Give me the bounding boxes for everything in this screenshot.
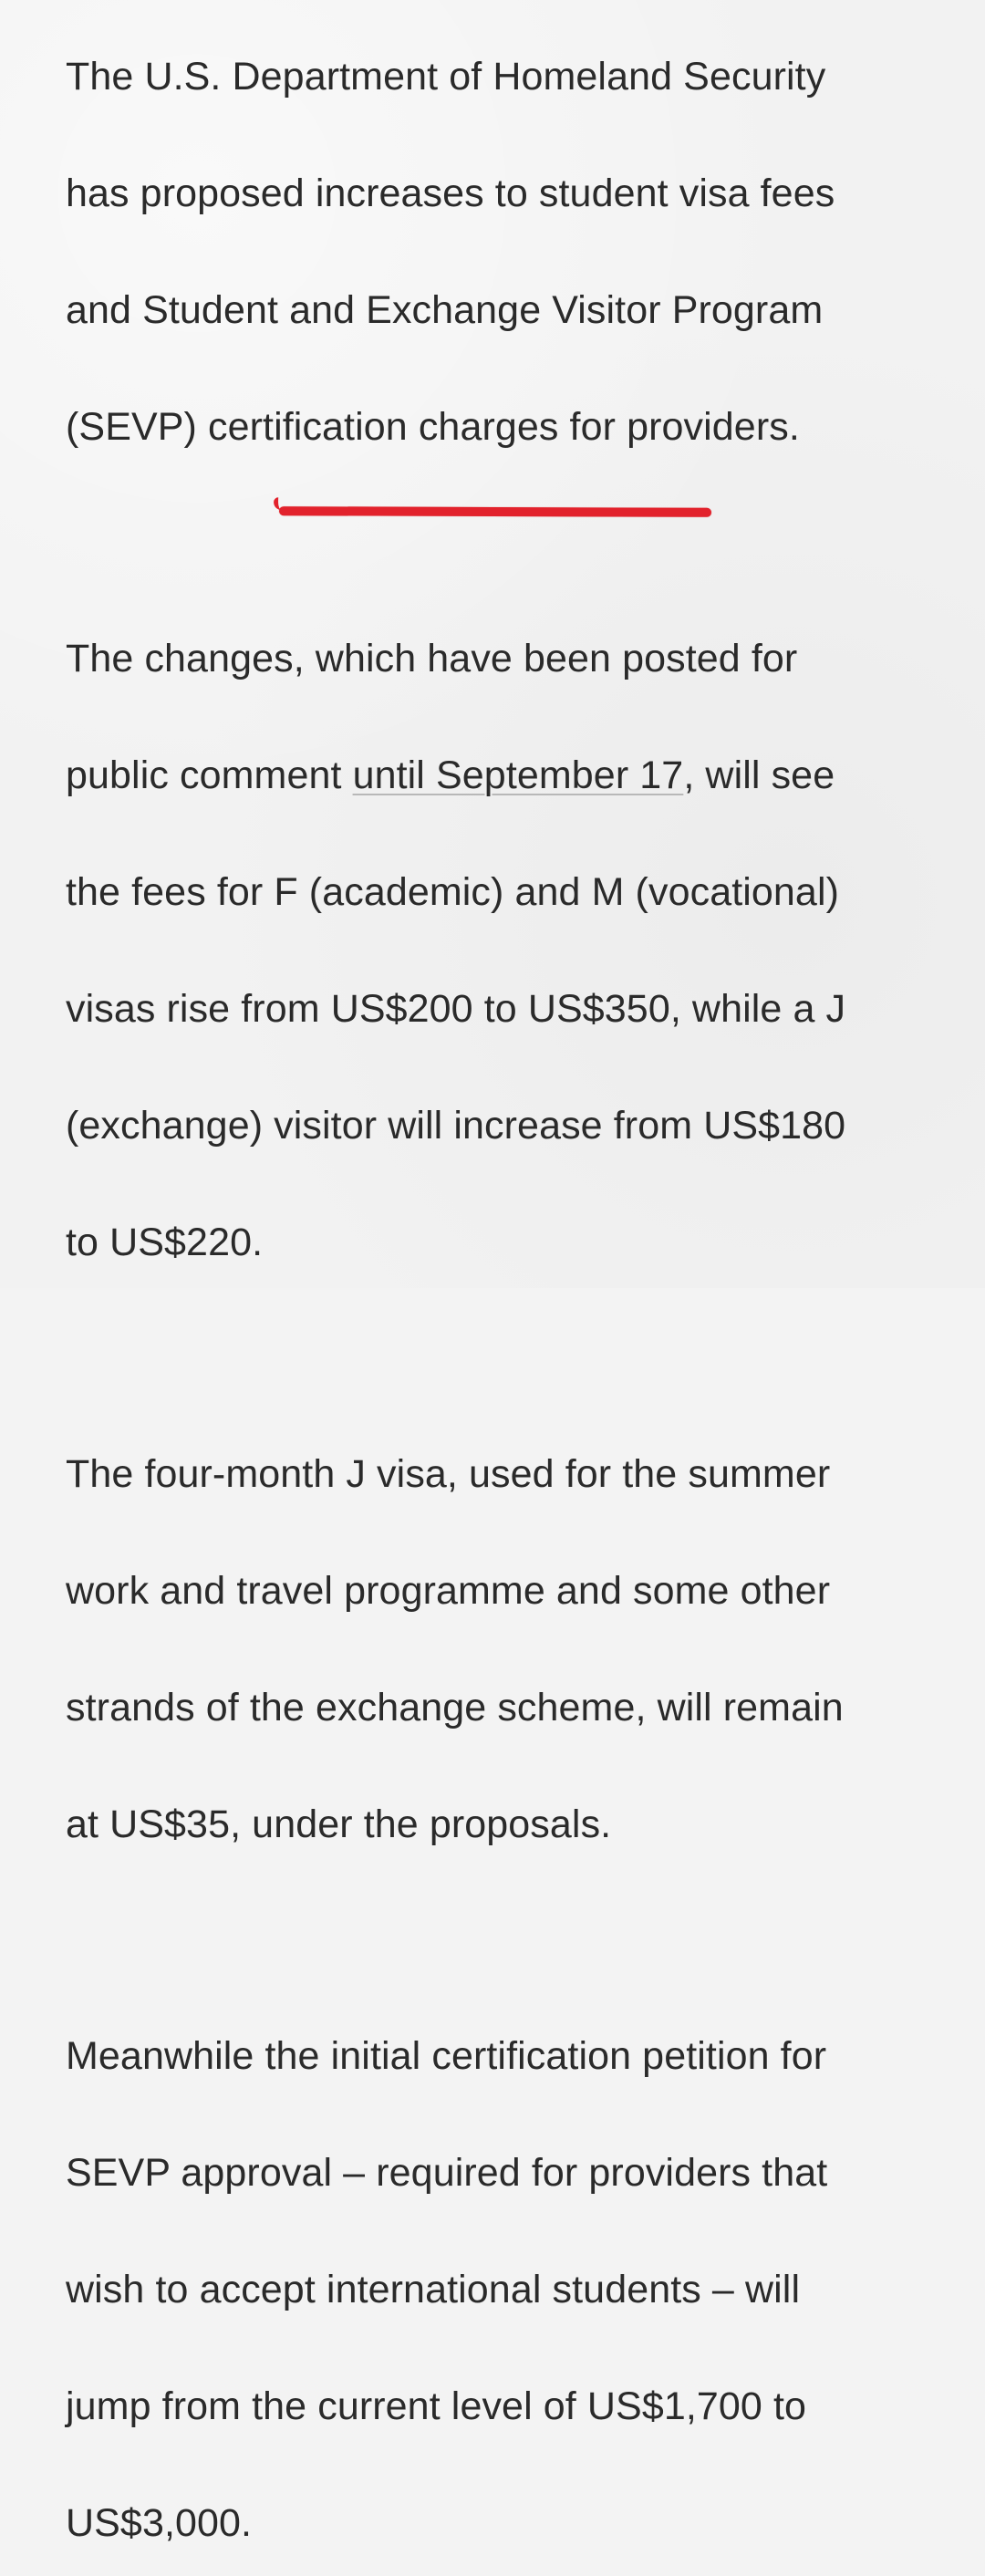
paragraph-2 xyxy=(66,571,941,1330)
paragraph-3 xyxy=(66,1387,941,1912)
text-line: The U.S. Department of Homeland Security xyxy=(66,55,826,99)
text-line: The four-month J visa, used for the summer xyxy=(66,1452,831,1496)
text-line: and Student and Exchange Visitor Program xyxy=(66,288,824,332)
text-line-with-link xyxy=(66,746,941,805)
text-line: The changes, which have been posted for xyxy=(66,637,798,680)
text-line: (SEVP) certification charges for providers. xyxy=(66,405,800,449)
text-line: wish to accept international students – will xyxy=(66,2268,801,2311)
text-line: US$3,000. xyxy=(66,2501,253,2545)
text-line: has proposed increases to student visa fees xyxy=(66,171,835,215)
text-line: jump from the current level of US$1,700 to xyxy=(66,2384,807,2428)
text-line: the fees for F (academic) and M (vocational) xyxy=(66,870,840,914)
article-body xyxy=(66,0,941,2576)
paragraph-1 xyxy=(66,0,941,514)
paragraph-4 xyxy=(66,1968,941,2576)
text-fragment: public comment xyxy=(66,753,353,797)
deadline-link[interactable]: until September 17 xyxy=(352,753,684,797)
text-fragment: , will see xyxy=(683,753,835,797)
text-line: strands of the exchange scheme, will remain xyxy=(66,1686,844,1729)
text-line: SEVP approval – required for providers that xyxy=(66,2151,828,2195)
text-line: at US$35, under the proposals. xyxy=(66,1802,612,1846)
text-line: visas rise from US$200 to US$350, while a J xyxy=(66,987,846,1031)
text-line: to US$220. xyxy=(66,1220,264,1264)
text-line: (exchange) visitor will increase from US$180 xyxy=(66,1104,846,1148)
text-line: work and travel programme and some other xyxy=(66,1569,831,1613)
red-underline-annotation xyxy=(279,506,711,517)
text-line: Meanwhile the initial certification petition for xyxy=(66,2034,827,2078)
